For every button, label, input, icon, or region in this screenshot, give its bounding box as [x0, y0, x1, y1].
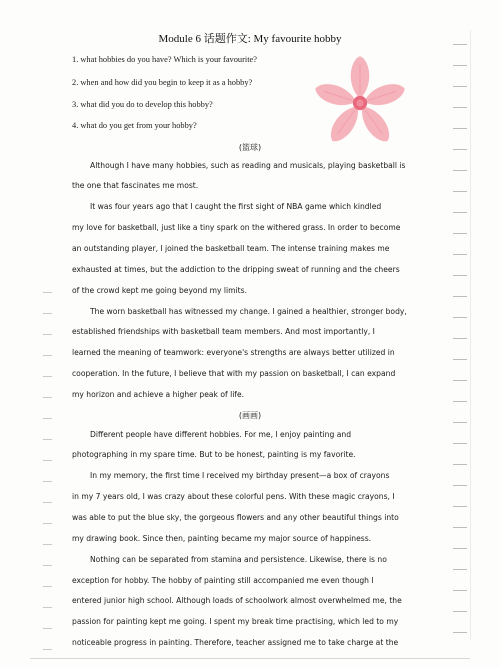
margin-tick	[453, 44, 467, 45]
essay-line: an outstanding player, I joined the basketball team. The intense training makes me	[72, 244, 390, 253]
essay-line: the one that fascinates me most.	[72, 181, 199, 190]
margin-tick	[453, 191, 467, 192]
margin-tick	[453, 464, 467, 465]
margin-tick	[453, 170, 467, 171]
essay-line: exception for hobby. The hobby of painting still accompanied me even though I	[72, 576, 374, 585]
left-margin-tick	[43, 355, 52, 356]
section-heading-basketball: (篮球)	[238, 143, 262, 152]
margin-tick	[453, 359, 467, 360]
margin-tick	[453, 254, 467, 255]
essay-line: It was four years ago that I caught the first sight of NBA game which kindled	[90, 202, 382, 211]
margin-tick	[453, 275, 467, 276]
margin-tick	[453, 65, 467, 66]
essay-line: exhausted at times, but the addiction to the dripping sweat of running and the cheers	[72, 265, 400, 274]
margin-tick	[453, 527, 467, 528]
essay-line: was able to put the blue sky, the gorgeous flowers and any other beautiful things into	[72, 513, 399, 522]
left-margin-tick	[43, 481, 52, 482]
left-margin-tick	[43, 418, 52, 419]
margin-tick	[453, 317, 467, 318]
essay-line: my love for basketball, just like a tiny spark on the withered grass. In order to become	[72, 223, 401, 232]
question-1: 1. what hobbies do you have? Which is your favourite?	[72, 55, 257, 64]
margin-tick	[453, 86, 467, 87]
margin-tick	[453, 569, 467, 570]
left-margin-tick	[43, 607, 52, 608]
question-4: 4. what do you get from your hobby?	[72, 121, 197, 130]
left-margin-tick	[43, 313, 52, 314]
left-margin-tick	[43, 460, 52, 461]
question-3: 3. what did you do to develop this hobby?	[72, 100, 213, 109]
essay-line: Nothing can be separated from stamina and persistence. Likewise, there is no	[90, 555, 387, 564]
essay-line: learned the meaning of teamwork: everyone's strengths are always better utilized in	[72, 348, 395, 357]
margin-tick	[453, 296, 467, 297]
margin-tick	[453, 443, 467, 444]
margin-tick	[453, 485, 467, 486]
margin-tick	[453, 422, 467, 423]
essay-line: of the crowd kept me going beyond my limits.	[72, 286, 248, 295]
left-margin-tick	[43, 649, 52, 650]
footer-rule	[30, 658, 470, 659]
margin-tick	[453, 128, 467, 129]
essay-line: cooperation. In the future, I believe that with my passion on basketball, I can expand	[72, 369, 396, 378]
essay-line: passion for painting kept me going. I spent my break time practising, which led to my	[72, 617, 399, 626]
left-margin-tick	[43, 586, 52, 587]
essay-line: Different people have different hobbies. For me, I enjoy painting and	[90, 430, 352, 439]
essay-line: my drawing book. Since then, painting became my major source of happiness.	[72, 534, 372, 543]
essay-line: in my 7 years old, I was crazy about these colorful pens. With these magic crayons, I	[72, 492, 395, 501]
margin-rule	[470, 30, 471, 640]
essay-line: photographing in my spare time. But to be honest, painting is my favorite.	[72, 450, 356, 459]
essay-line: Although I have many hobbies, such as reading and musicals, playing basketball is	[90, 161, 406, 170]
question-2: 2. when and how did you begin to keep it as a hobby?	[72, 78, 253, 87]
left-margin-tick	[43, 397, 52, 398]
left-margin-tick	[43, 334, 52, 335]
left-margin-tick	[43, 628, 52, 629]
margin-tick	[453, 107, 467, 108]
margin-tick	[453, 149, 467, 150]
margin-tick	[453, 632, 467, 633]
margin-tick	[453, 611, 467, 612]
left-margin-tick	[43, 523, 52, 524]
margin-tick	[453, 401, 467, 402]
margin-tick	[453, 380, 467, 381]
margin-tick	[453, 506, 467, 507]
margin-tick	[453, 338, 467, 339]
left-margin-tick	[43, 544, 52, 545]
essay-line: my horizon and achieve a higher peak of life.	[72, 390, 245, 399]
margin-tick	[453, 548, 467, 549]
left-margin-tick	[43, 565, 52, 566]
margin-tick	[453, 212, 467, 213]
left-margin-tick	[43, 439, 52, 440]
margin-tick	[453, 590, 467, 591]
cherry-blossom-icon	[309, 52, 411, 154]
essay-line: The worn basketball has witnessed my change. I gained a healthier, stronger body,	[90, 307, 407, 316]
essay-line: entered junior high school. Although loads of schoolwork almost overwhelmed me, the	[72, 596, 402, 605]
margin-tick	[453, 233, 467, 234]
page-title: Module 6 话题作文: My favourite hobby	[158, 33, 342, 45]
left-margin-tick	[43, 376, 52, 377]
essay-line: In my memory, the first time I received my birthday present—a box of crayons	[90, 471, 390, 480]
left-margin-tick	[43, 502, 52, 503]
essay-line: established friendships with basketball team members. And most importantly, I	[72, 327, 375, 336]
section-heading-painting: (画画)	[238, 411, 262, 420]
essay-line: noticeable progress in painting. Therefore, teacher assigned me to take charge at the	[72, 638, 399, 647]
left-margin-tick	[43, 292, 52, 293]
